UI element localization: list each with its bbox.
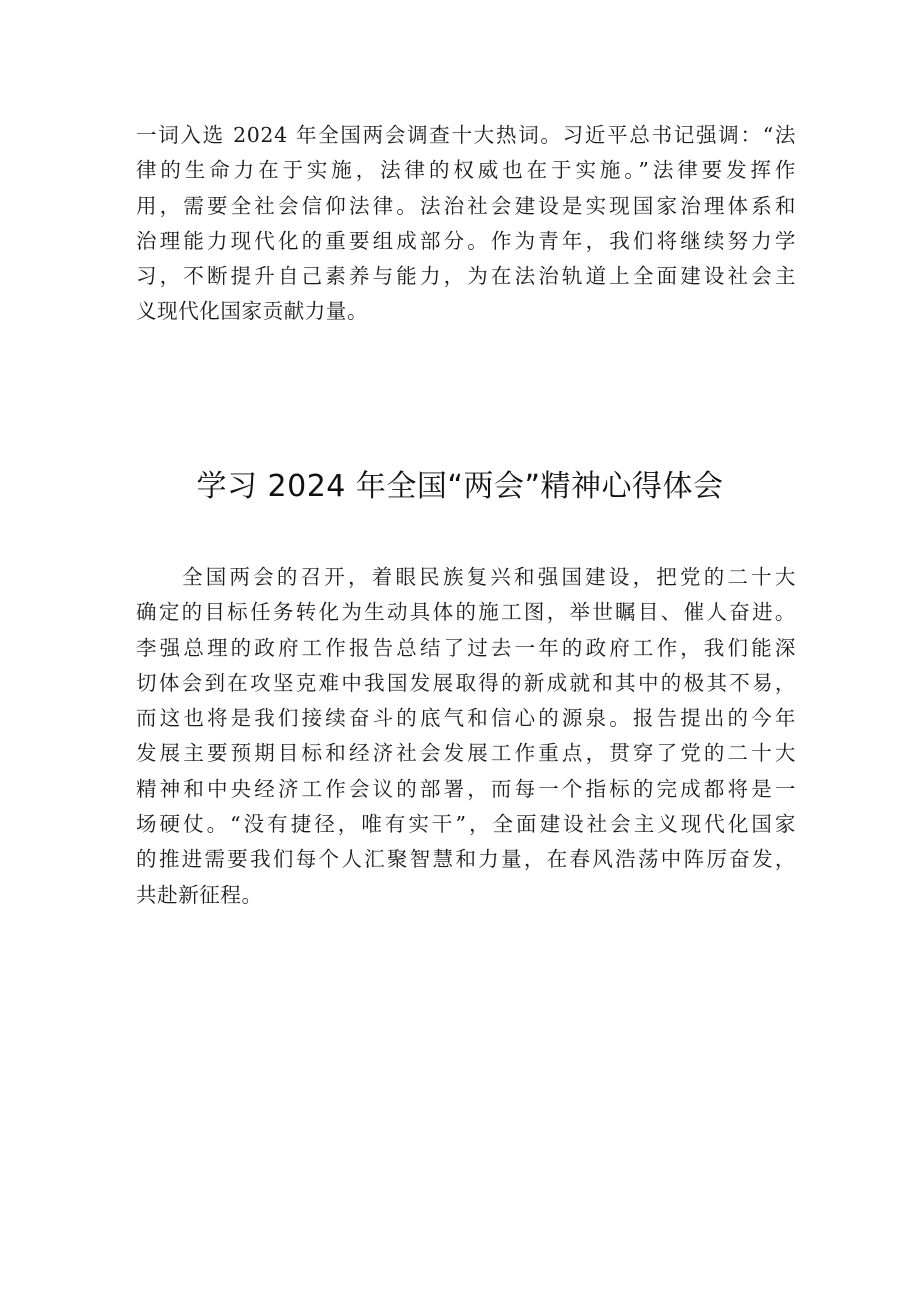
text-line: 习，不断提升自己素养与能力，为在法治轨道上全面建设社会主 [136, 264, 796, 289]
paragraph-body-text [136, 560, 796, 913]
paragraph-continued-text [136, 118, 796, 330]
text-line: 的推进需要我们每个人汇聚智慧和力量，在春风浩荡中阵厉奋发， [136, 847, 796, 872]
text-line: 治理能力现代化的重要组成部分。作为青年，我们将继续努力学 [136, 228, 796, 253]
text-line: 共赴新征程。 [136, 882, 263, 907]
text-line: 一词入选 2024 年全国两会调查十大热词。习近平总书记强调：“法 [136, 123, 796, 147]
text-line: 全国两会的召开，着眼民族复兴和强国建设，把党的二十大 [182, 565, 796, 589]
text-line: 义现代化国家贡献力量。 [136, 299, 369, 324]
text-line: 律的生命力在于实施，法律的权威也在于实施。”法律要发挥作 [136, 158, 796, 183]
text-line: 切体会到在攻坚克难中我国发展取得的新成就和其中的极其不易， [136, 670, 796, 695]
text-line: 场硬仗。“没有捷径，唯有实干”，全面建设社会主义现代化国家 [136, 812, 796, 837]
text-line: 发展主要预期目标和经济社会发展工作重点，贯穿了党的二十大 [136, 741, 796, 766]
text-line: 用，需要全社会信仰法律。法治社会建设是实现国家治理体系和 [136, 193, 796, 218]
text-line: 李强总理的政府工作报告总结了过去一年的政府工作，我们能深 [136, 635, 796, 660]
section-heading: 学习 2024 年全国“两会”精神心得体会 [196, 469, 724, 504]
text-line: 而这也将是我们接续奋斗的底气和信心的源泉。报告提出的今年 [136, 706, 796, 731]
text-line: 精神和中央经济工作会议的部署，而每一个指标的完成都将是一 [136, 776, 796, 801]
text-line: 确定的目标任务转化为生动具体的施工图，举世瞩目、催人奋进。 [136, 600, 796, 625]
